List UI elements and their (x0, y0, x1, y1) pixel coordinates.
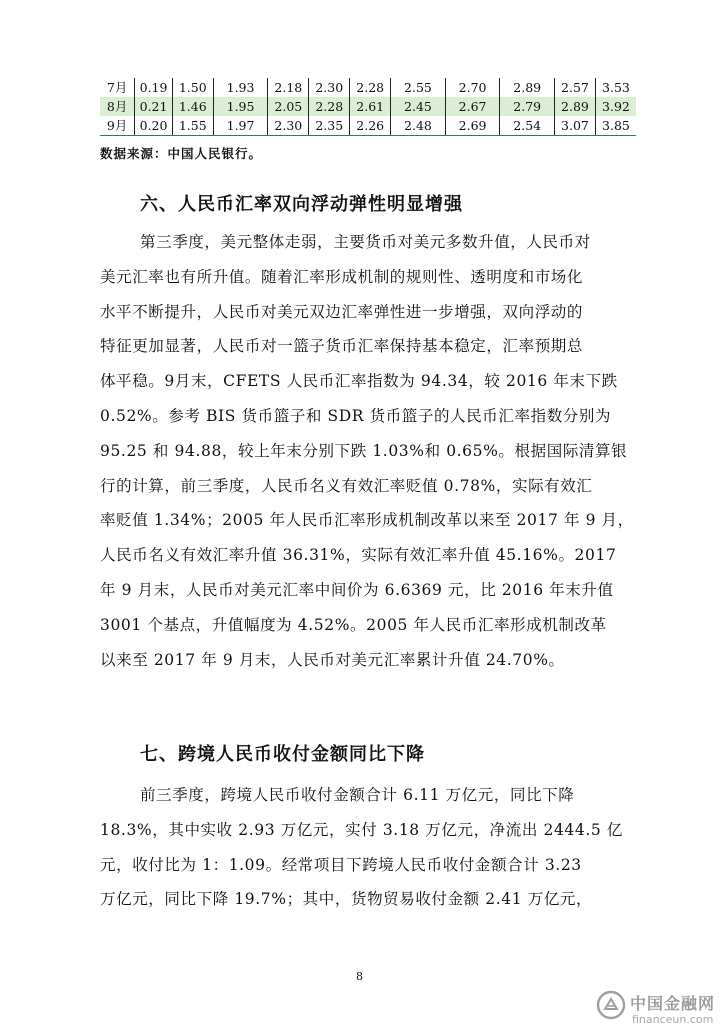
financeun-logo-icon (596, 990, 626, 1020)
rate-cell: 1.55 (172, 116, 213, 136)
rate-cell: 2.45 (391, 97, 446, 116)
paragraph-line: 年 9 月末，人民币对美元汇率中间价为 6.6369 元，比 2016 年末升值 (100, 580, 614, 599)
paragraph-line: 前三季度，跨境人民币收付金额合计 6.11 万亿元，同比下降 (140, 786, 575, 804)
rate-cell: 3.85 (595, 116, 636, 136)
watermark-name: 中国金融网 (630, 994, 716, 1013)
section-6-paragraph (100, 225, 634, 677)
paragraph-line: 特征更加显著，人民币对一篮子货币汇率保持基本稳定，汇率预期总 (100, 337, 584, 356)
rate-cell: 2.05 (268, 97, 309, 116)
rate-cell: 2.55 (391, 78, 446, 97)
month-cell: 7月 (106, 80, 128, 95)
rate-cell: 2.48 (391, 116, 446, 136)
rate-cell: 2.26 (350, 116, 391, 136)
table-row (100, 97, 636, 116)
watermark-logo (596, 988, 718, 1032)
rate-cell: 1.93 (213, 78, 268, 97)
rate-cell: 2.67 (445, 97, 500, 116)
section-7-paragraph (100, 778, 630, 917)
paragraph-line: 元，收付比为 1：1.09。经常项目下跨境人民币收付金额合计 3.23 (100, 855, 582, 874)
rate-cell: 2.89 (500, 78, 555, 97)
table-row (100, 116, 636, 136)
rate-cell: 1.46 (172, 97, 213, 116)
rate-cell: 2.30 (309, 78, 350, 97)
page-number: 8 (356, 970, 363, 983)
rate-cell: 0.19 (135, 78, 173, 97)
watermark-domain: financeun.com (632, 1013, 714, 1026)
rate-cell: 2.89 (555, 97, 596, 116)
paragraph-line: 体平稳。9月末，CFETS 人民币汇率指数为 94.34，较 2016 年末下跌 (100, 372, 618, 391)
rate-cell: 2.54 (500, 116, 555, 136)
rate-cell: 0.20 (135, 116, 173, 136)
paragraph-line: 率贬值 1.34%；2005 年人民币汇率形成机制改革以来至 2017 年 9 月， (100, 511, 634, 530)
rate-cell: 3.92 (595, 97, 636, 116)
paragraph-line: 0.52%。参考 BIS 货币篮子和 SDR 货币篮子的人民币汇率指数分别为 (100, 406, 612, 425)
rate-cell: 1.95 (213, 97, 268, 116)
rate-table-body (100, 78, 636, 136)
paragraph-line: 以来至 2017 年 9 月末，人民币对美元汇率累计升值 24.70%。 (100, 650, 565, 669)
paragraph-line: 水平不断提升，人民币对美元双边汇率弹性进一步增强，双向浮动的 (100, 302, 584, 321)
section-6-heading: 六、人民币汇率双向浮动弹性明显增强 (140, 194, 463, 215)
rate-cell: 0.21 (135, 97, 173, 116)
table-row (100, 78, 636, 97)
rate-cell: 2.28 (350, 78, 391, 97)
paragraph-line: 95.25 和 94.88，较上年末分别下跌 1.03%和 0.65%。根据国际清算银 (100, 441, 628, 460)
month-cell: 9月 (100, 116, 135, 136)
rate-cell: 2.61 (350, 97, 391, 116)
section-7-heading: 七、跨境人民币收付金额同比下降 (140, 744, 425, 765)
rate-cell: 2.30 (268, 116, 309, 136)
paragraph-line: 3001 个基点，升值幅度为 4.52%。2005 年人民币汇率形成机制改革 (100, 615, 607, 634)
paragraph-line: 人民币名义有效汇率升值 36.31%，实际有效汇率升值 45.16%。2017 (100, 546, 617, 565)
rate-cell: 1.97 (213, 116, 268, 136)
rate-cell: 2.79 (500, 97, 555, 116)
month-cell: 8月 (100, 97, 135, 116)
rate-cell: 2.69 (445, 116, 500, 136)
rate-cell: 2.35 (309, 116, 350, 136)
interest-rate-table (100, 78, 636, 136)
paragraph-line: 行的计算，前三季度，人民币名义有效汇率贬值 0.78%，实际有效汇 (100, 476, 593, 495)
rate-cell: 3.53 (595, 78, 636, 97)
rate-cell: 1.50 (172, 78, 213, 97)
paragraph-line: 万亿元，同比下降 19.7%；其中，货物贸易收付金额 2.41 万亿元， (100, 890, 593, 909)
rate-cell: 2.57 (555, 78, 596, 97)
paragraph-line: 美元汇率也有所升值。随着汇率形成机制的规则性、透明度和市场化 (100, 267, 584, 286)
paragraph-line: 18.3%，其中实收 2.93 万亿元，实付 3.18 万亿元，净流出 2444.5 亿 (100, 820, 623, 839)
rate-cell: 2.70 (445, 78, 500, 97)
table-source-note: 数据来源：中国人民银行。 (100, 146, 263, 161)
rate-cell: 2.18 (268, 78, 309, 97)
rate-cell: 3.07 (555, 116, 596, 136)
rate-cell: 2.28 (309, 97, 350, 116)
paragraph-line: 第三季度，美元整体走弱，主要货币对美元多数升值，人民币对 (140, 233, 591, 251)
